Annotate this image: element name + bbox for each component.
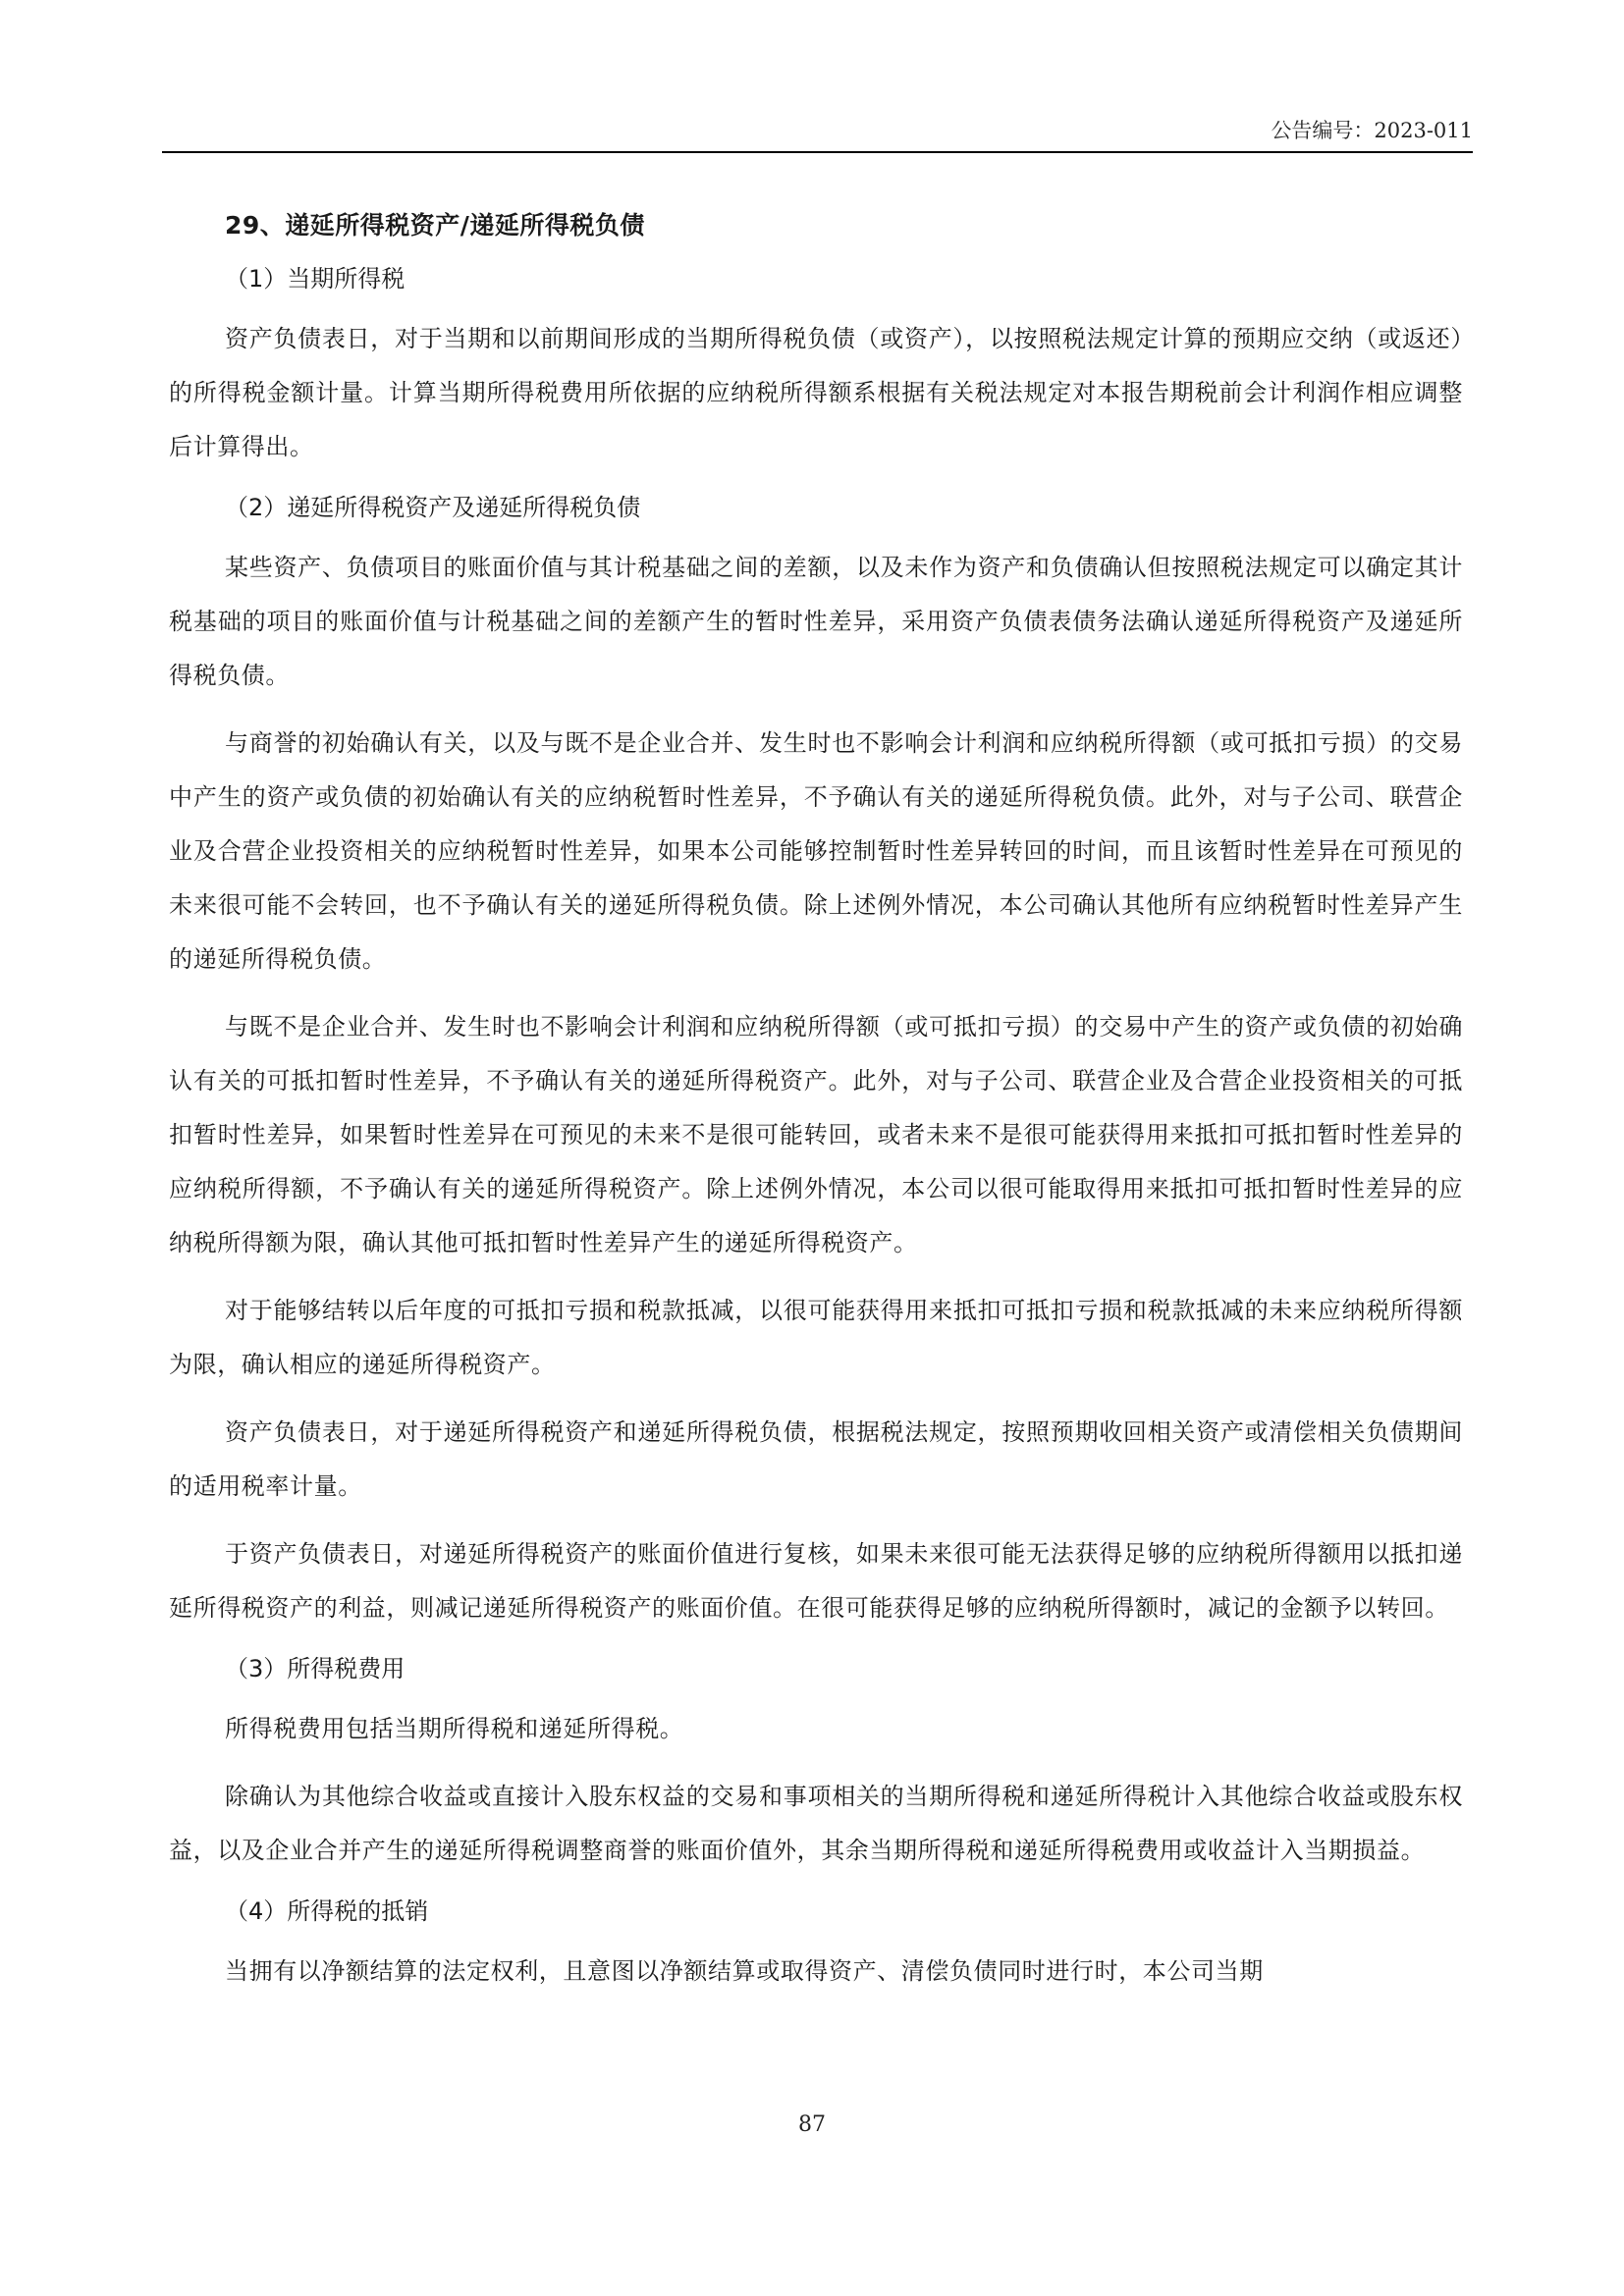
paragraph: 当拥有以净额结算的法定权利，且意图以净额结算或取得资产、清偿负债同时进行时，本公司当期 bbox=[225, 1957, 1264, 1985]
paragraph: 与既不是企业合并、发生时也不影响会计利润和应纳税所得额（或可抵扣亏损）的交易中产生的资产或负债的初始确认有关的可抵扣暂时性差异，不予确认有关的递延所得税资产。此外，对与子公司、联营企业及合营企业投资相关的可抵扣暂时性差异，如果暂时性差异在可预见的未来不是很可能转回，或者未来不是很可能获得用来抵扣可抵扣暂时性差异的应纳税所得额，不予确认有关的递延所得税资产。除上述例外情况，本公司以很可能取得用来抵扣可抵扣暂时性差异的应纳税所得额为限，确认其他可抵扣暂时性差异产生的递延所得税资产。 bbox=[169, 1013, 1463, 1256]
paragraph: 资产负债表日，对于递延所得税资产和递延所得税负债，根据税法规定，按照预期收回相关资产或清偿相关负债期间的适用税率计量。 bbox=[169, 1418, 1463, 1500]
document-body bbox=[169, 206, 1463, 2012]
notice-number: 公告编号：2023-011 bbox=[1271, 119, 1473, 142]
paragraph: 于资产负债表日，对递延所得税资产的账面价值进行复核，如果未来很可能无法获得足够的应纳税所得额用以抵扣递延所得税资产的利益，则减记递延所得税资产的账面价值。在很可能获得足够的应纳税所得额时，减记的金额予以转回。 bbox=[169, 1540, 1463, 1622]
paragraph: 资产负债表日，对于当期和以前期间形成的当期所得税负债（或资产），以按照税法规定计算的预期应交纳（或返还）的所得税金额计量。计算当期所得税费用所依据的应纳税所得额系根据有关税法规定对本报告期税前会计利润作相应调整后计算得出。 bbox=[169, 325, 1463, 460]
section-title: 29、递延所得税资产/递延所得税负债 bbox=[225, 211, 645, 240]
subheading-income-tax-offset: （4）所得税的抵销 bbox=[225, 1897, 429, 1925]
subheading-deferred-tax: （2）递延所得税资产及递延所得税负债 bbox=[225, 494, 641, 521]
paragraph: 某些资产、负债项目的账面价值与其计税基础之间的差额，以及未作为资产和负债确认但按照税法规定可以确定其计税基础的项目的账面价值与计税基础之间的差额产生的暂时性差异，采用资产负债表债务法确认递延所得税资产及递延所得税负债。 bbox=[169, 554, 1463, 689]
page-number: 87 bbox=[798, 2112, 826, 2137]
paragraph: 除确认为其他综合收益或直接计入股东权益的交易和事项相关的当期所得税和递延所得税计入其他综合收益或股东权益，以及企业合并产生的递延所得税调整商誉的账面价值外，其余当期所得税和递延所得税费用或收益计入当期损益。 bbox=[169, 1783, 1463, 1864]
paragraph: 与商誉的初始确认有关，以及与既不是企业合并、发生时也不影响会计利润和应纳税所得额（或可抵扣亏损）的交易中产生的资产或负债的初始确认有关的应纳税暂时性差异，不予确认有关的递延所得税负债。此外，对与子公司、联营企业及合营企业投资相关的应纳税暂时性差异，如果本公司能够控制暂时性差异转回的时间，而且该暂时性差异在可预见的未来很可能不会转回，也不予确认有关的递延所得税负债。除上述例外情况，本公司确认其他所有应纳税暂时性差异产生的递延所得税负债。 bbox=[169, 729, 1463, 973]
paragraph: 对于能够结转以后年度的可抵扣亏损和税款抵减，以很可能获得用来抵扣可抵扣亏损和税款抵减的未来应纳税所得额为限，确认相应的递延所得税资产。 bbox=[169, 1297, 1463, 1378]
subheading-current-income-tax: （1）当期所得税 bbox=[225, 265, 406, 293]
paragraph: 所得税费用包括当期所得税和递延所得税。 bbox=[225, 1715, 684, 1742]
subheading-income-tax-expense: （3）所得税费用 bbox=[225, 1655, 406, 1682]
page-header bbox=[162, 116, 1473, 153]
